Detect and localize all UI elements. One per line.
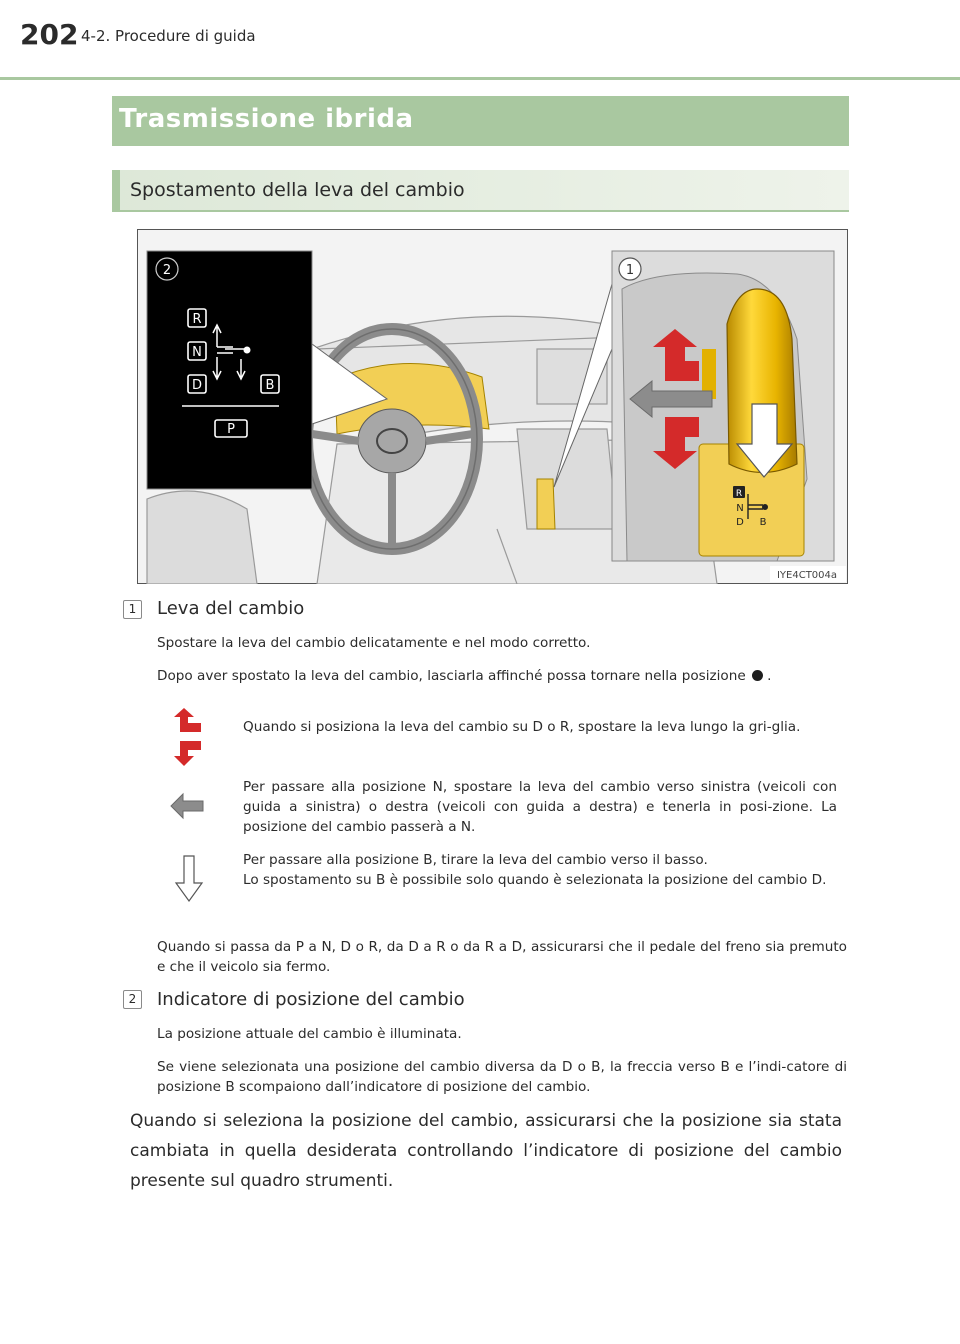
gate-label-p: P <box>227 422 235 437</box>
gate-label-n: N <box>192 345 202 360</box>
gate-label-b: B <box>265 378 275 393</box>
item-2-title: Indicatore di posizione del cambio <box>157 989 465 1010</box>
lever-label-b: B <box>759 517 767 528</box>
legend-text-brake-mode-line1: Per passare alla posizione B, tirare la leva del cambio verso il basso. <box>243 852 708 868</box>
legend-text-brake-mode-line2: Lo spostamento su B è possibile solo quando è selezionata la posizione del cambio D. <box>243 872 827 888</box>
page-number: 202 <box>20 18 79 51</box>
closing-paragraph: Quando si seleziona la posizione del cambio, assicurarsi che la posizione sia stata cambiata in quella desiderata controllando l’indicatore di posizione del cambio presente sul quadro strumenti. <box>130 1111 842 1191</box>
grey-left-arrow-icon <box>170 791 204 821</box>
item-2-paragraph-2: Se viene selezionata una posizione del cambio diversa da D o B, la freccia verso B e l’indi-catore di posizione B scompaiono dall’indicatore di posizione del cambio. <box>157 1059 847 1095</box>
shift-position-indicator-inset <box>147 251 312 489</box>
image-code: IYE4CT004a <box>776 570 838 581</box>
item-1-note: Quando si passa da P a N, D o R, da D a R o da R a D, assicurarsi che il pedale del freno sia premuto e che il veicolo sia fermo. <box>157 939 847 975</box>
item-1-paragraph-2-text: Dopo aver spostato la leva del cambio, lasciarla affinché possa tornare nella posizione <box>157 668 746 684</box>
callout-1-label: 1 <box>625 263 635 278</box>
outline-down-arrow-icon <box>174 855 204 903</box>
section-title: Trasmissione ibrida <box>112 96 849 146</box>
shift-lever-illustration <box>137 229 848 584</box>
lever-label-r: R <box>735 489 743 499</box>
legend-text-neutral: Per passare alla posizione N, spostare la leva del cambio verso sinistra (veicoli con guida a sinistra) o destra (veicoli con guida a destra) e tenerla in posi-zione. La posizione del cambio passerà a N. <box>243 779 837 835</box>
subsection-accent-bar <box>112 170 120 210</box>
subsection-banner <box>112 170 849 212</box>
gate-label-d: D <box>191 378 203 393</box>
console-lever-highlight <box>537 479 555 529</box>
item-1-paragraph-2 <box>157 666 857 686</box>
item-1-paragraph-2-end: . <box>767 668 772 684</box>
item-2-paragraph-1: La posizione attuale del cambio è illuminata. <box>157 1026 462 1042</box>
legend-text-brake-mode <box>243 850 837 890</box>
shift-lever-inset <box>612 251 834 561</box>
item-2-number: 2 <box>123 990 142 1009</box>
red-up-down-arrows-icon <box>170 707 204 767</box>
neutral-dot-icon <box>752 670 763 681</box>
gate-label-r: R <box>192 312 202 327</box>
callout-2-label: 2 <box>162 263 172 278</box>
subsection-title: Spostamento della leva del cambio <box>130 179 465 201</box>
legend-text-grid: Quando si posiziona la leva del cambio su D o R, spostare la leva lungo la gri-glia. <box>243 719 801 735</box>
item-1-number: 1 <box>123 600 142 619</box>
item-1-title: Leva del cambio <box>157 598 305 619</box>
lever-label-n: N <box>736 503 744 514</box>
header-rule <box>0 77 960 80</box>
item-1-paragraph-1: Spostare la leva del cambio delicatamente e nel modo corretto. <box>157 635 591 651</box>
lever-label-d: D <box>736 517 744 528</box>
section-path: 4-2. Procedure di guida <box>81 27 256 45</box>
